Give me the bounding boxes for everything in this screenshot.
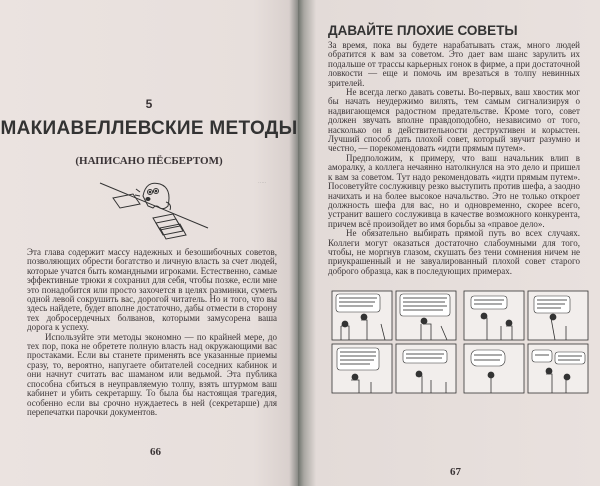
paragraph: Не всегда легко давать советы. Во-первых, ваш хвостик мог бы начать неудержимо вилять, тем самым сигнализируя о надвигающемся радостном предательстве. Кроме того, совет должен звучать вполне правдоподобно, независимо от того, насколько он в действительности деструктивен и корыстен. Лучший способ дать плохой совет, который звучит разумно и честно, — порекомендовать «идти прямым путем». [328,87,580,154]
paragraph: Предположим, к примеру, что ваш начальник влип в аморалку, а коллега нечаянно натолкнулся на это дело и пришел к вам за советом. Тут надо рекомендовать «идти прямым путем». Посоветуйте сослуживцу резко выступить против шефа, а заодно начихать и на более высокое начальство. Это не только откроет должность шефа для вас, но и одновременно, скорее всего, устранит вашего сослуживца в качестве возможного конкурента, причем всё произойдет во имя борьбы за «правое дело». [328,152,580,229]
paragraph: Эта глава содержит массу надежных и безошибочных советов, позволяющих обрести богатство и личную власть за счет людей, которые учатся быть командными игроками. Естественно, самые эффективные трюки я сохранил для себя, чтобы позже, если мне это понадобится или просто захочется в целях разминки, суметь одной левой сокрушить вас, дорогой читатель. Но и того, что вы здесь найдете, будет вполне достаточно, дабы отмести в сторону тех добросердечных болванов, которыми замусорена ваша дорога к успеху. [27,247,277,333]
chapter-body-text [27,248,277,417]
comic-strip [331,290,589,394]
section-title: ДАВАЙТЕ ПЛОХИЕ СОВЕТЫ [328,23,518,38]
right-page [298,0,600,486]
paragraph: За время, пока вы будете нарабатывать стаж, много людей обратится к вам за советом. Это дает вам шанс зарулить их подальше от трассы карьерных гонок в фирме, а при достаточной ловкости — еще и помочь им врезаться в толпу невинных зрителей. [328,40,580,88]
page-number: 66 [150,446,161,458]
dog-illustration [98,178,213,243]
chapter-number: 5 [145,97,153,111]
section-body-text [328,41,580,394]
stray-mark: ····· [258,181,267,186]
left-page [0,0,298,486]
paragraph: Используйте эти методы экономно — по крайней мере, до тех пор, пока не обретете полную власть над окружающими вас простаками. Если вы станете применять все указанные приемы сразу, то, вероятно, напугаете обитателей соседних кабинок и они начнут считать вас шаманом или ведьмой. Эта публика способна сбиться в неуправляемую толпу, взять штурмом ваш кабинет и убить секретаршу. То была бы настоящая трагедия, особенно если вы срочно нуждаетесь в ней (секретарше) для перепечатки парочки документов. [27,331,277,417]
paragraph: Не обязательно выбирать прямой путь во всех случаях. Коллеги могут оказаться достаточно слабоумными для того, чтобы, не моргнув глазом, скушать без тени сомнения ничем не приукрашенный и не завуалированный плохой совет старого доброго образца, как в последующих примерах. [328,228,580,276]
page-number: 67 [450,466,461,478]
chapter-subtitle: (НАПИСАНО ПЁСБЕРТОМ) [75,155,223,167]
chapter-title: МАКИАВЕЛЛЕВСКИЕ МЕТОДЫ [0,118,298,139]
